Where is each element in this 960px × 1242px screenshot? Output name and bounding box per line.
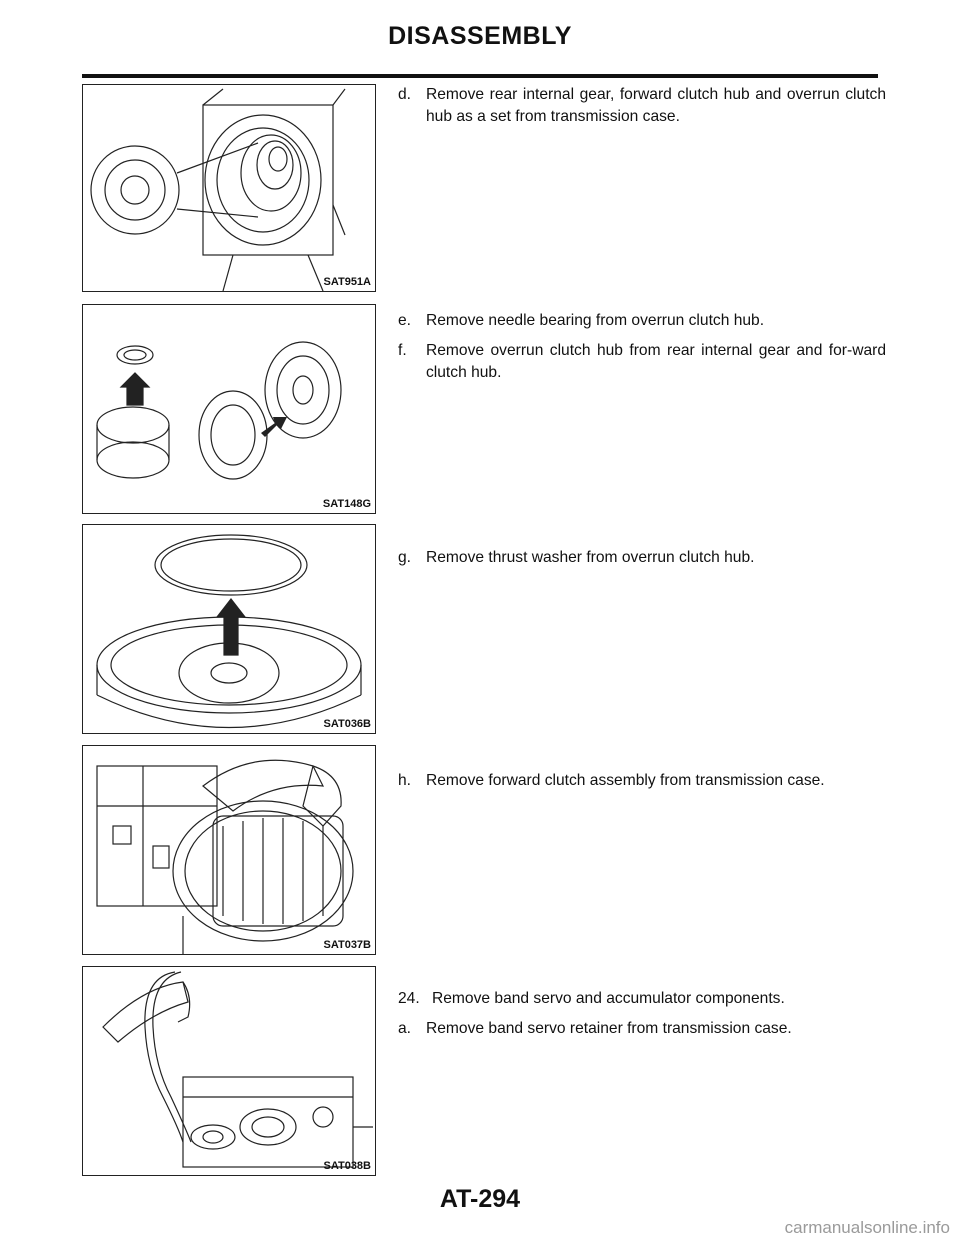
figure-band-servo	[82, 966, 376, 1176]
step-text: Remove needle bearing from overrun clutch hub.	[426, 312, 765, 329]
page-number: AT-294	[439, 1185, 521, 1213]
figure-rear-internal-gear	[82, 84, 376, 292]
step-h	[398, 770, 886, 792]
step-marker: 24.	[398, 990, 420, 1007]
illustration-band-servo-retainer	[83, 967, 376, 1176]
figure-label: SAT148G	[322, 498, 371, 510]
illustration-forward-clutch-removal	[83, 746, 376, 955]
step-d	[398, 84, 886, 128]
step-text: Remove band servo retainer from transmission case.	[426, 1020, 792, 1037]
step-text: Remove thrust washer from overrun clutch hub.	[426, 549, 755, 566]
page-title: DISASSEMBLY	[388, 22, 572, 50]
watermark-link[interactable]: carmanualsonline.info	[784, 1218, 950, 1237]
step-a	[398, 1018, 886, 1040]
step-marker: f.	[398, 342, 407, 359]
step-text: Remove rear internal gear, forward clutch hub and overrun clutch hub as a set from transmission case.	[426, 86, 886, 125]
illustration-clutch-hubs	[83, 305, 376, 514]
step-text: Remove band servo and accumulator components.	[432, 990, 785, 1007]
illustration-transmission-case-gear	[83, 85, 376, 292]
step-f	[398, 340, 886, 384]
figure-label: SAT037B	[323, 939, 371, 951]
step-text: Remove overrun clutch hub from rear internal gear and for-ward clutch hub.	[426, 342, 886, 381]
figure-overrun-clutch-hub	[82, 304, 376, 514]
step-24	[398, 988, 886, 1010]
step-marker: a.	[398, 1020, 412, 1037]
step-marker: e.	[398, 312, 412, 329]
step-e	[398, 310, 886, 332]
step-marker: h.	[398, 772, 412, 789]
figure-label: SAT038B	[323, 1160, 371, 1172]
illustration-thrust-washer-hub	[83, 525, 376, 734]
figure-label: SAT036B	[323, 718, 371, 730]
figure-forward-clutch	[82, 745, 376, 955]
step-text: Remove forward clutch assembly from transmission case.	[426, 772, 825, 789]
step-marker: g.	[398, 549, 412, 566]
step-g	[398, 547, 886, 569]
step-marker: d.	[398, 86, 412, 103]
figure-label: SAT951A	[323, 276, 371, 288]
figure-thrust-washer	[82, 524, 376, 734]
header-rule	[82, 74, 878, 78]
